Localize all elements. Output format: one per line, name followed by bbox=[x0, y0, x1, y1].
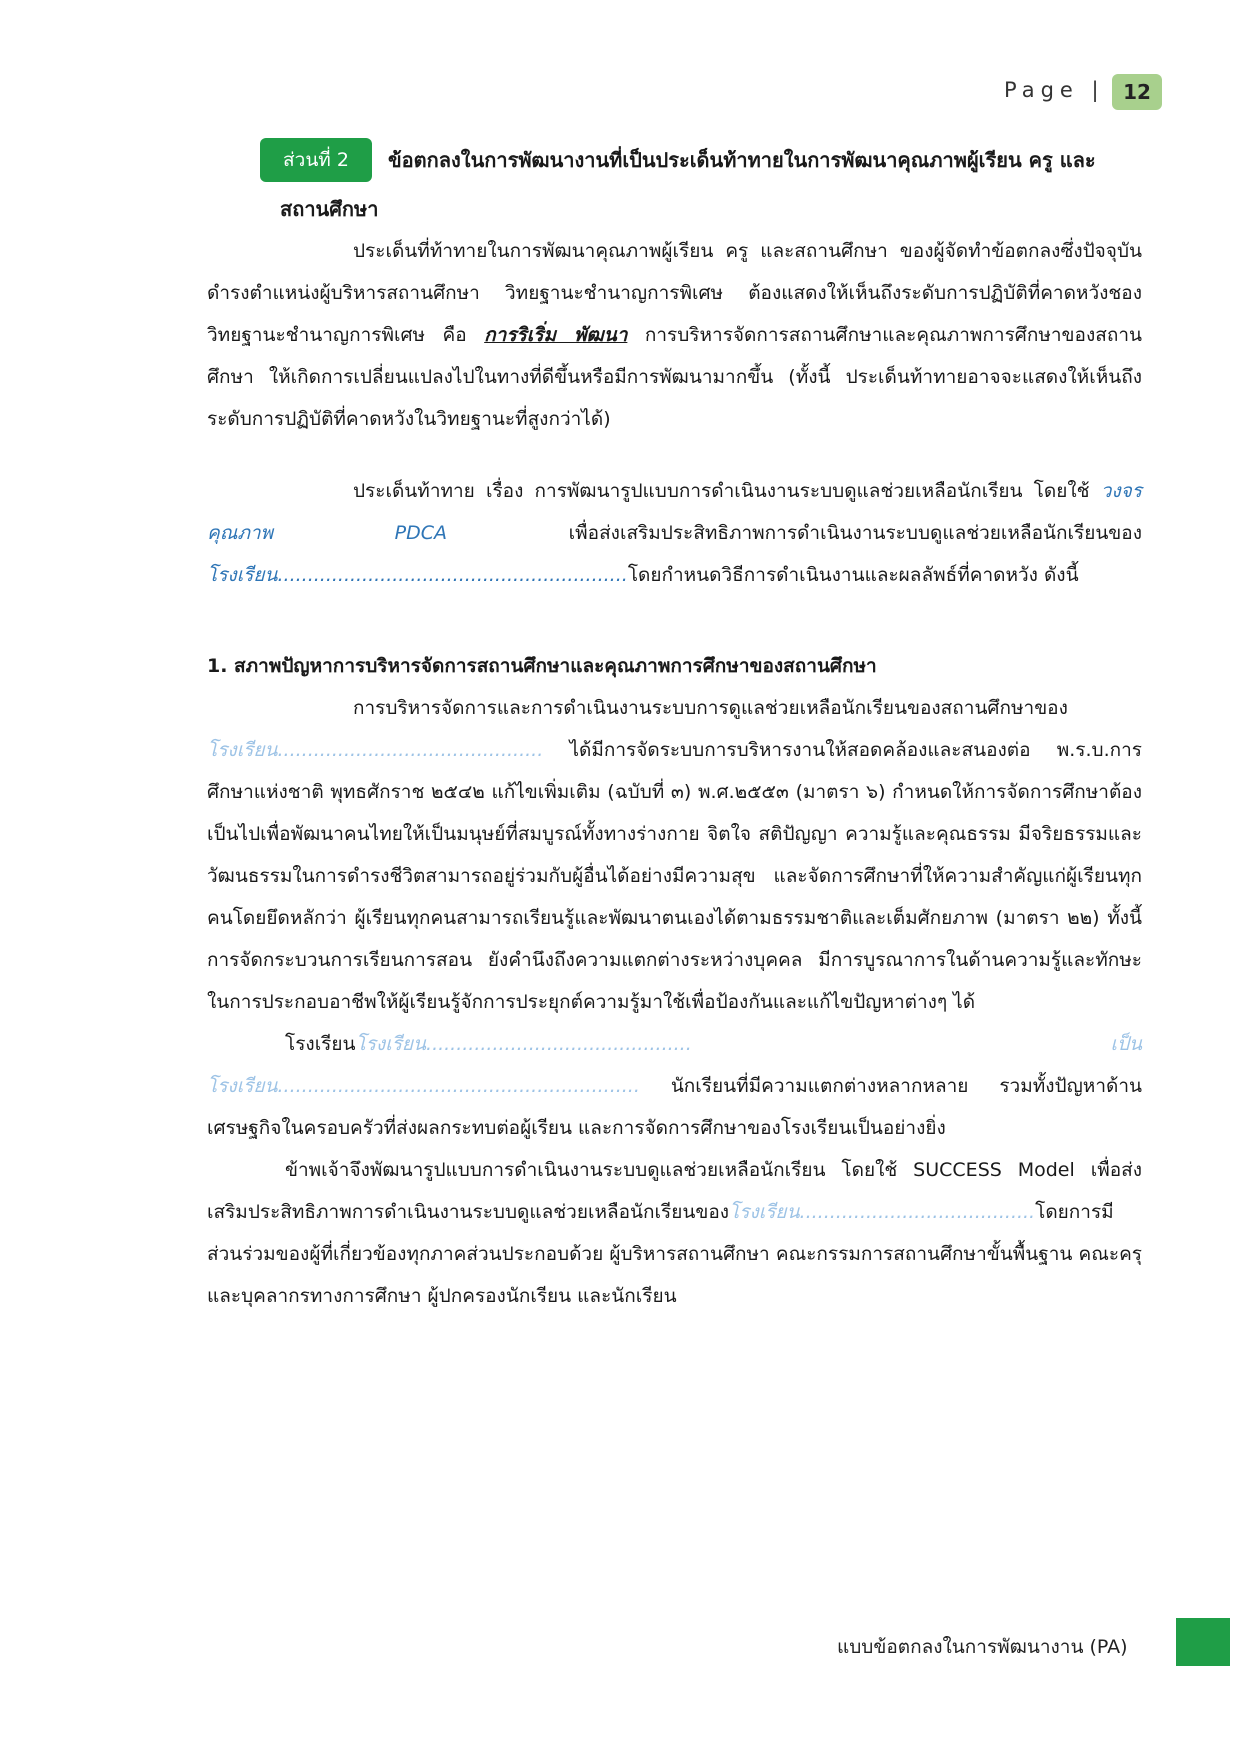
challenge-paragraph-block bbox=[207, 470, 1142, 596]
problem-section bbox=[207, 645, 1142, 1317]
footer-accent-box bbox=[1176, 1618, 1230, 1666]
paragraph-text: เพื่อส่งเสริมประสิทธิภาพการดำเนินงานระบบดูแลช่วยเหลือนักเรียนของ bbox=[447, 522, 1142, 544]
section-title-continuation: สถานศึกษา bbox=[280, 197, 379, 221]
school-placeholder: โรงเรียน....................................... bbox=[729, 1201, 1036, 1223]
school-type-placeholder: ............................................................ bbox=[277, 1075, 640, 1097]
school-placeholder: โรงเรียน............................................ bbox=[207, 739, 544, 761]
paragraph-text: การบริหารจัดการสถานศึกษาและคุณภาพการศึกษาของสถานศึกษา ให้เกิดการเปลี่ยนแปลงไปในทางที่ดีขึ้นหรือมีการพัฒนามากขึ้น (ทั้งนี้ ประเด็นท้าทายอาจจะแสดงให้เห็นถึงระดับการปฏิบัติที่คาดหวังในวิทยฐานะที่สูงกว่าได้) bbox=[207, 324, 1142, 430]
paragraph-challenge bbox=[207, 470, 1142, 596]
paragraph-text: โดยกำหนดวิธีการดำเนินงานและผลลัพธ์ที่คาดหวัง ดังนี้ bbox=[627, 564, 1079, 586]
paragraph-text: ได้มีการจัดระบบการบริหารงานให้สอดคล้องและสนองต่อ พ.ร.บ.การศึกษาแห่งชาติ พุทธศักราช ๒๕๔๒ แก้ไขเพิ่มเติม (ฉบับที่ ๓) พ.ศ.๒๕๕๓ (มาตรา ๖) กำหนดให้การจัดการศึกษาต้องเป็นไปเพื่อพัฒนาคนไทยให้เป็นมนุษย์ที่สมบูรณ์ทั้งทางร่างกาย จิตใจ สติปัญญา ความรู้และคุณธรรม มีจริยธรรมและวัฒนธรรมในการดำรงชีวิตสามารถอยู่ร่วมกับผู้อื่นได้อย่างมีความสุข และจัดการศึกษาที่ให้ความสำคัญแก่ผู้เรียนทุกคนโดยยึดหลักว่า ผู้เรียนทุกคนสามารถเรียนรู้และพัฒนาตนเองได้ตามธรรมชาติและเต็มศักยภาพ (มาตรา ๒๒) ทั้งนี้ การจัดกระบวนการเรียนการสอน ยังคำนึงถึงความแตกต่างระหว่างบุคคล มีการบูรณาการในด้านความรู้และทักษะในการประกอบอาชีพให้ผู้เรียนรู้จักการประยุกต์ความรู้มาใช้เพื่อป้องกันและแก้ไขปัญหาต่างๆ ได้ bbox=[207, 739, 1142, 1013]
paragraph-management bbox=[207, 687, 1142, 1023]
paragraph-text: นักเรียนที่มีความแตกต่างหลากหลาย รวมทั้งปัญหาด้านเศรษฐกิจในครอบครัวที่ส่งผลกระทบต่อผู้เรียน และการจัดการศึกษาของโรงเรียนเป็นอย่างยิ่ง bbox=[207, 1075, 1142, 1139]
paragraph-intro bbox=[207, 230, 1142, 440]
page-number-badge: 12 bbox=[1112, 74, 1162, 110]
paragraph-text: โรงเรียน bbox=[285, 1033, 356, 1055]
paragraph-text: ประเด็นที่ท้าทายในการพัฒนาคุณภาพผู้เรียน ครู และสถานศึกษา ของผู้จัดทำข้อตกลงซึ่งปัจจุบันดำรงตำแหน่งผู้บริหารสถานศึกษา วิทยฐานะชำนาญการพิเศษ ต้องแสดงให้เห็นถึงระดับการปฏิบัติที่คาดหวังชองวิทยฐานะชำนาญการพิเศษ คือ bbox=[207, 240, 1142, 346]
footer-title: แบบข้อตกลงในการพัฒนางาน (PA) bbox=[837, 1636, 1128, 1658]
school-type-text: เป็นโรงเรียน bbox=[207, 1033, 1142, 1097]
paragraph-school-context bbox=[207, 1023, 1142, 1149]
paragraph-success-model bbox=[207, 1149, 1142, 1317]
emphasis-text: การริเริ่ม พัฒนา bbox=[484, 324, 628, 346]
paragraph-text: โดยการมีส่วนร่วมของผู้ที่เกี่ยวข้องทุกภาคส่วนประกอบด้วย ผู้บริหารสถานศึกษา คณะกรรมการสถานศึกษาขั้นพื้นฐาน คณะครุและบุคลากรทางการศึกษา ผู้ปกครองนักเรียน และนักเรียน bbox=[207, 1201, 1142, 1307]
intro-paragraph-block bbox=[207, 230, 1142, 440]
section-title: ข้อตกลงในการพัฒนางานที่เป็นประเด็นท้าทายในการพัฒนาคุณภาพผู้เรียน ครู และ bbox=[388, 148, 1096, 172]
section-badge: ส่วนที่ 2 bbox=[260, 138, 372, 182]
page-label: Page | bbox=[1004, 78, 1105, 102]
paragraph-text: การบริหารจัดการและการดำเนินงานระบบการดูแลช่วยเหลือนักเรียนของสถานศึกษาของ bbox=[353, 697, 1068, 719]
paragraph-text: ข้าพเจ้าจึงพัฒนารูปแบบการดำเนินงานระบบดูแลช่วยเหลือนักเรียน โดยใช้ SUCCESS Model เพื่อส่งเสริมประสิทธิภาพการดำเนินงานระบบดูแลช่วยเหลือนักเรียนของ bbox=[207, 1159, 1142, 1223]
pdca-highlight: วงจรคุณภาพ PDCA bbox=[207, 480, 1142, 544]
school-placeholder: โรงเรียน............................................ bbox=[355, 1033, 692, 1055]
school-placeholder: โรงเรียน.......................................................... bbox=[207, 564, 628, 586]
paragraph-text: ประเด็นท้าทาย เรื่อง การพัฒนารูปแบบการดำเนินงานระบบดูแลช่วยเหลือนักเรียน โดยใช้ bbox=[353, 480, 1101, 502]
section-heading-1: 1. สภาพปัญหาการบริหารจัดการสถานศึกษาและคุณภาพการศึกษาของสถานศึกษา bbox=[207, 655, 877, 677]
